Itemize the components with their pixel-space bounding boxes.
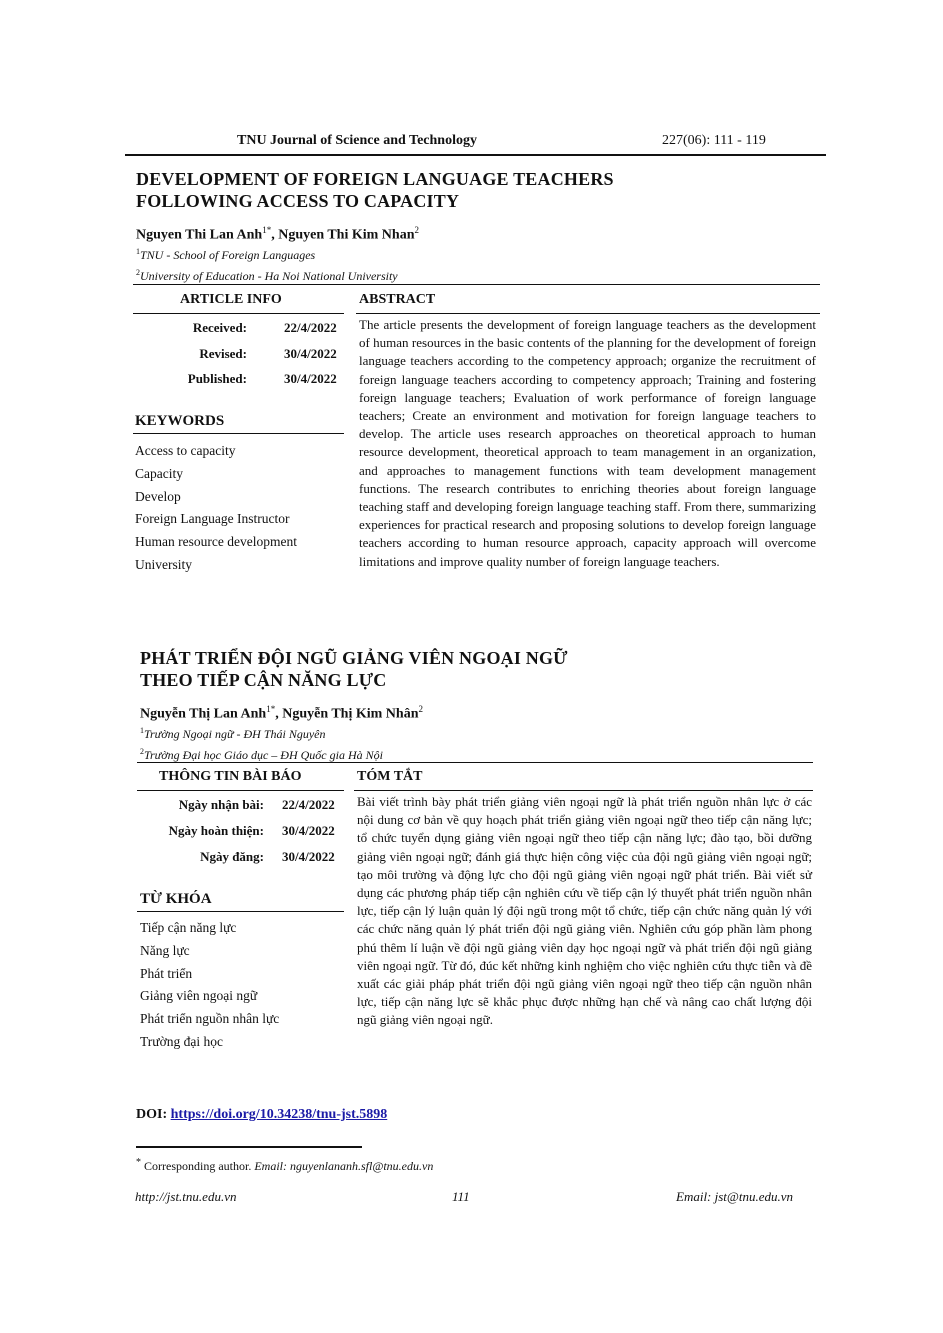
vietnamese-title-line1: PHÁT TRIỂN ĐỘI NGŨ GIẢNG VIÊN NGOẠI NGỮ [140, 648, 568, 668]
keyword-item: Trường đại học [140, 1033, 223, 1049]
author-1: Nguyen Thi Lan Anh [136, 227, 263, 243]
vietnamese-info-head-rule [137, 790, 344, 791]
doi-label: DOI: [136, 1107, 171, 1122]
vietnamese-title [140, 647, 568, 691]
vietnamese-authors [140, 704, 423, 723]
published-label: Published: [187, 371, 247, 386]
received-date-vn: 22/4/2022 [282, 797, 335, 812]
author-2-vn: Nguyễn Thị Kim Nhân [282, 706, 419, 722]
keyword-item: Tiếp cận năng lực [140, 920, 237, 935]
author-1-vn-sup: 1* [266, 704, 276, 714]
vietnamese-abstract-text: Bài viết trình bày phát triển giảng viên ngoại ngữ là phát triển nguồn nhân lực ở các nội dung cơ bản về quy hoạch phát triển giảng viên ngoại ngữ theo tiếp cận năng lực; tổ chức tuyển dụng giảng viên ngoại ngữ theo tiếp cận năng lực; đào tạo, bồi dưỡng giảng viên ngoại ngữ; đánh giá thực hiện công việc của đội ngũ giảng viên ngoại ngữ; tạo môi trường và động lực cho đội ngũ giảng viên ngoại ngữ phát triển. Bài viết sử dụng các phương pháp tiếp cận nghiên cứu về tiếp cận lý thuyết phát triển nguồn nhân lực, tiếp cận lý luận quản lý đội ngũ trong một tổ chức, tiếp cận chức năng quản lý với các chức năng quản lý phát triển đội ngũ giảng viên. Nghiên cứu góp phần làm phong phú thêm lí luận về đội ngũ giảng viên dạy học ngoại ngữ và phát triển đội ngũ giảng viên ngoại ngữ. Từ đó, đúc kết những kinh nghiệm cho việc nghiên cứu thực tiễn và đề xuất các giải pháp phát triển đội ngũ giảng viên ngoại ngữ theo tiếp cận nguồn nhân lực, tiếp cận năng lực sẽ khắc phục được những hạn chế và nâng cao chất lượng đội ngũ giảng viên ngoại ngữ. [357, 794, 812, 1028]
page-number: 111 [452, 1189, 470, 1204]
author-2-vn-sup: 2 [418, 704, 423, 714]
keyword-item: Foreign Language Instructor [135, 511, 290, 527]
author-separator: , [271, 227, 279, 243]
english-abstract-text: The article presents the development of foreign language teachers as the development of human resources in the basic contents of the planning for the development of foreign language teachers according to the competency approach; organize the recruitment of foreign language teachers according to competency approach; Training and fostering foreign language teachers; Evaluation of work performance of foreign language teachers; Create an environment and motivation for foreign language teachers to develop. The article uses research approaches on theoretical approach to human resource development, theoretical approach to team management in an organization, and approaches to management functions with team development management functions. The research contributes to enriching theories about foreign language teaching staff and developing foreign language teaching staff. From there, summarizing experiences for practical research and proposing solutions to develop foreign language teachers according to human resource approach, capacity approach will overcome limitations and improve quality number of foreign language teachers. [359, 317, 816, 569]
footnote-mark: * [136, 1157, 141, 1168]
doi-link[interactable]: https://doi.org/10.34238/tnu-jst.5898 [170, 1107, 388, 1122]
revised-date-vn: 30/4/2022 [282, 823, 335, 838]
keyword-item: Capacity [135, 465, 183, 481]
english-info-head-rule [133, 313, 344, 314]
vietnamese-keywords-list [140, 917, 279, 1054]
affil-2-num: 2 [136, 268, 140, 277]
english-title [136, 168, 614, 212]
keyword-item: Phát triển [140, 965, 193, 981]
english-info-top-rule [133, 284, 820, 285]
english-title-line2: FOLLOWING ACCESS TO CAPACITY [136, 191, 460, 211]
author-2: Nguyen Thi Kim Nhan [278, 227, 415, 243]
footnote [136, 1157, 433, 1174]
journal-name: TNU Journal of Science and Technology [237, 133, 477, 148]
keyword-item: University [135, 556, 192, 572]
author-1-sup: 1* [262, 225, 272, 235]
english-authors [136, 225, 419, 244]
article-info-heading-vn: THÔNG TIN BÀI BÁO [159, 769, 302, 784]
keywords-heading: KEYWORDS [135, 413, 225, 429]
english-title-line1: DEVELOPMENT OF FOREIGN LANGUAGE TEACHERS [136, 169, 614, 189]
affil-2: University of Education - Ha Noi National University [140, 269, 398, 283]
author-1-vn: Nguyễn Thị Lan Anh [140, 706, 267, 722]
revised-date: 30/4/2022 [284, 346, 337, 361]
english-keywords-list [135, 440, 297, 577]
abstract-heading: ABSTRACT [359, 292, 436, 307]
english-keywords-rule [133, 433, 344, 434]
footnote-email[interactable]: Email: nguyenlananh.sfl@tnu.edu.vn [254, 1159, 434, 1173]
author-2-sup: 2 [414, 225, 419, 235]
abstract-heading-vn: TÓM TẮT [357, 769, 423, 784]
published-date-vn: 30/4/2022 [282, 849, 335, 864]
revised-label-vn: Ngày hoàn thiện: [168, 823, 264, 838]
published-label-vn: Ngày đăng: [200, 849, 264, 864]
received-label-vn: Ngày nhận bài: [178, 797, 264, 812]
keyword-item: Access to capacity [135, 443, 236, 458]
journal-issue-pages: 227(06): 111 - 119 [662, 133, 766, 148]
english-abstract-head-rule [356, 313, 820, 314]
footnote-rule [136, 1146, 362, 1148]
author-separator-vn: , [275, 706, 283, 722]
affil-2-vn-num: 2 [140, 747, 144, 756]
keyword-item: Năng lực [140, 942, 190, 958]
affil-2-vn: Trường Đại học Giáo dục – ĐH Quốc gia Hà Nội [144, 748, 383, 762]
doi-line [136, 1107, 387, 1123]
header-rule [125, 154, 826, 156]
affil-1-vn: Trường Ngoại ngữ - ĐH Thái Nguyên [144, 727, 326, 741]
keyword-item: Giảng viên ngoại ngữ [140, 988, 258, 1004]
keyword-item: Human resource development [135, 534, 297, 550]
keyword-item: Develop [135, 488, 181, 504]
received-label: Received: [192, 320, 247, 335]
affil-1-vn-num: 1 [140, 726, 144, 735]
vietnamese-keywords-rule [137, 911, 344, 912]
vietnamese-affiliations [140, 722, 383, 764]
footnote-text: Corresponding author. [144, 1159, 252, 1173]
english-affiliations [136, 243, 398, 285]
received-date: 22/4/2022 [284, 320, 337, 335]
footer-email[interactable]: Email: jst@tnu.edu.vn [676, 1189, 794, 1204]
article-info-heading: ARTICLE INFO [180, 292, 282, 307]
keyword-item: Phát triển nguồn nhân lực [140, 1011, 280, 1027]
footer-website[interactable]: http://jst.tnu.edu.vn [135, 1189, 237, 1204]
revised-label: Revised: [199, 346, 247, 361]
published-date: 30/4/2022 [284, 371, 337, 386]
affil-1: TNU - School of Foreign Languages [140, 248, 316, 262]
vietnamese-abstract-head-rule [354, 790, 813, 791]
affil-1-num: 1 [136, 247, 140, 256]
keywords-heading-vn: TỪ KHÓA [140, 891, 212, 907]
vietnamese-info-top-rule [137, 762, 813, 763]
vietnamese-title-line2: THEO TIẾP CẬN NĂNG LỰC [140, 670, 387, 690]
